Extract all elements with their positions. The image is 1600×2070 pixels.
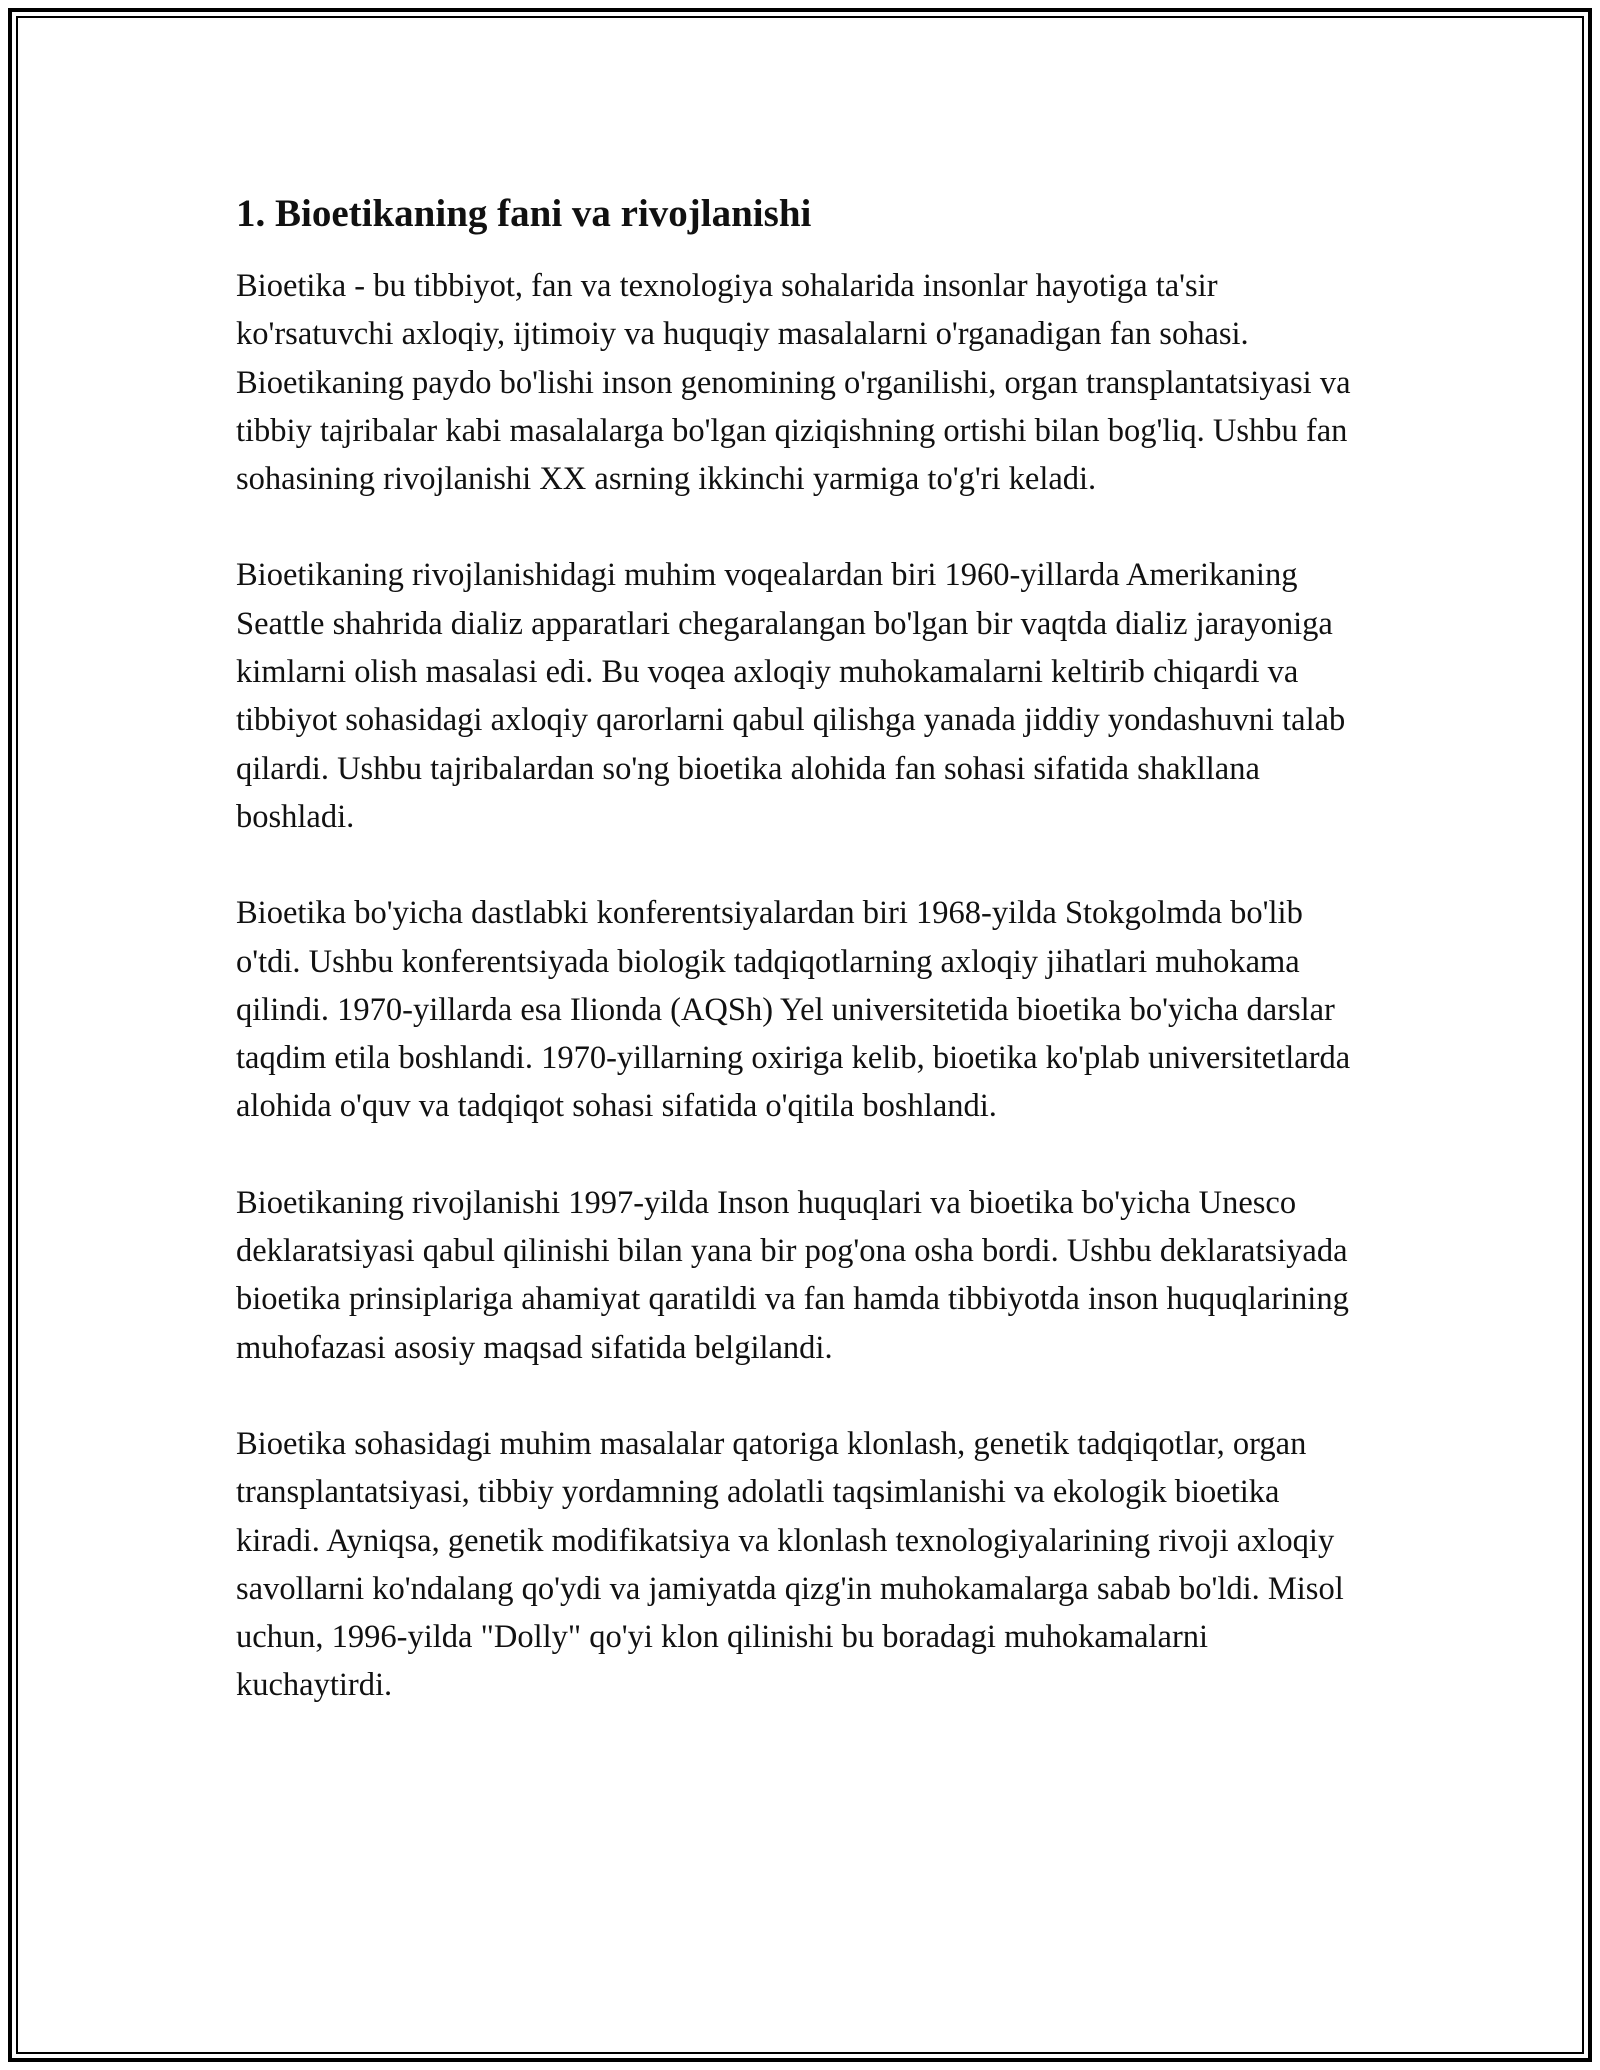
paragraph-5: Bioetika sohasidagi muhim masalalar qatoriga klonlash, genetik tadqiqotlar, organ transplantatsiyasi, tibbiy yordamning adolatli taqsimlanishi va ekologik bioetika kiradi. Ayniqsa, genetik modifikatsiya va klonlash texnologiyalarining rivoji axloqiy savollarni ko'ndalang qo'ydi va jamiyatda qizg'in muhokamalarga sabab bo'ldi. Misol uchun, 1996-yilda "Dolly" qo'yi klon qilinishi bu boradagi muhokamalarni kuchaytirdi. [236, 1425, 1344, 1704]
paragraph-1: Bioetika - bu tibbiyot, fan va texnologiya sohalarida insonlar hayotiga ta'sir ko'rsatuvchi axloqiy, ijtimoiy va huquqiy masalalarni o'rganadigan fan sohasi. Bioetikaning paydo bo'lishi inson genomining o'rganilishi, organ transplantatsiyasi va tibbiy tajribalar kabi masalalarga bo'lgan qiziqishning ortishi bilan bog'liq. Ushbu fan sohasining rivojlanishi XX asrning ikkinchi yarmiga to'g'ri keladi. [236, 268, 1351, 498]
paragraph-3: Bioetika bo'yicha dastlabki konferentsiyalardan biri 1968-yilda Stokgolmda bo'lib o'tdi. Ushbu konferentsiyada biologik tadqiqotlarning axloqiy jihatlari muhokama qilindi. 1970-yillarda esa Ilionda (AQSh) Yel universitetida bioetika bo'yicha darslar taqdim etila boshlandi. 1970-yillarning oxiriga kelib, bioetika ko'plab universitetlarda alohida o'quv va tadqiqot sohasi sifatida o'qitila boshlandi. [236, 895, 1351, 1125]
document-body [236, 188, 1366, 1758]
paragraph-2: Bioetikaning rivojlanishidagi muhim voqealardan biri 1960-yillarda Amerikaning Seattle shahrida dializ apparatlari chegaralangan bo'lgan bir vaqtda dializ jarayoniga kimlarni olish masalasi edi. Bu voqea axloqiy muhokamalarni keltirib chiqardi va tibbiyot sohasidagi axloqiy qarorlarni qabul qilishga yanada jiddiy yondashuvni talab qilardi. Ushbu tajribalardan so'ng bioetika alohida fan sohasi sifatida shakllana boshladi. [236, 557, 1346, 835]
paragraph-4: Bioetikaning rivojlanishi 1997-yilda Inson huquqlari va bioetika bo'yicha Unesco deklaratsiyasi qabul qilinishi bilan yana bir pog'ona osha bordi. Ushbu deklaratsiyada bioetika prinsiplariga ahamiyat qaratildi va fan hamda tibbiyotda inson huquqlarining muhofazasi asosiy maqsad sifatida belgilandi. [236, 1184, 1349, 1366]
section-heading: 1. Bioetikaning fani va rivojlanishi [236, 192, 812, 235]
